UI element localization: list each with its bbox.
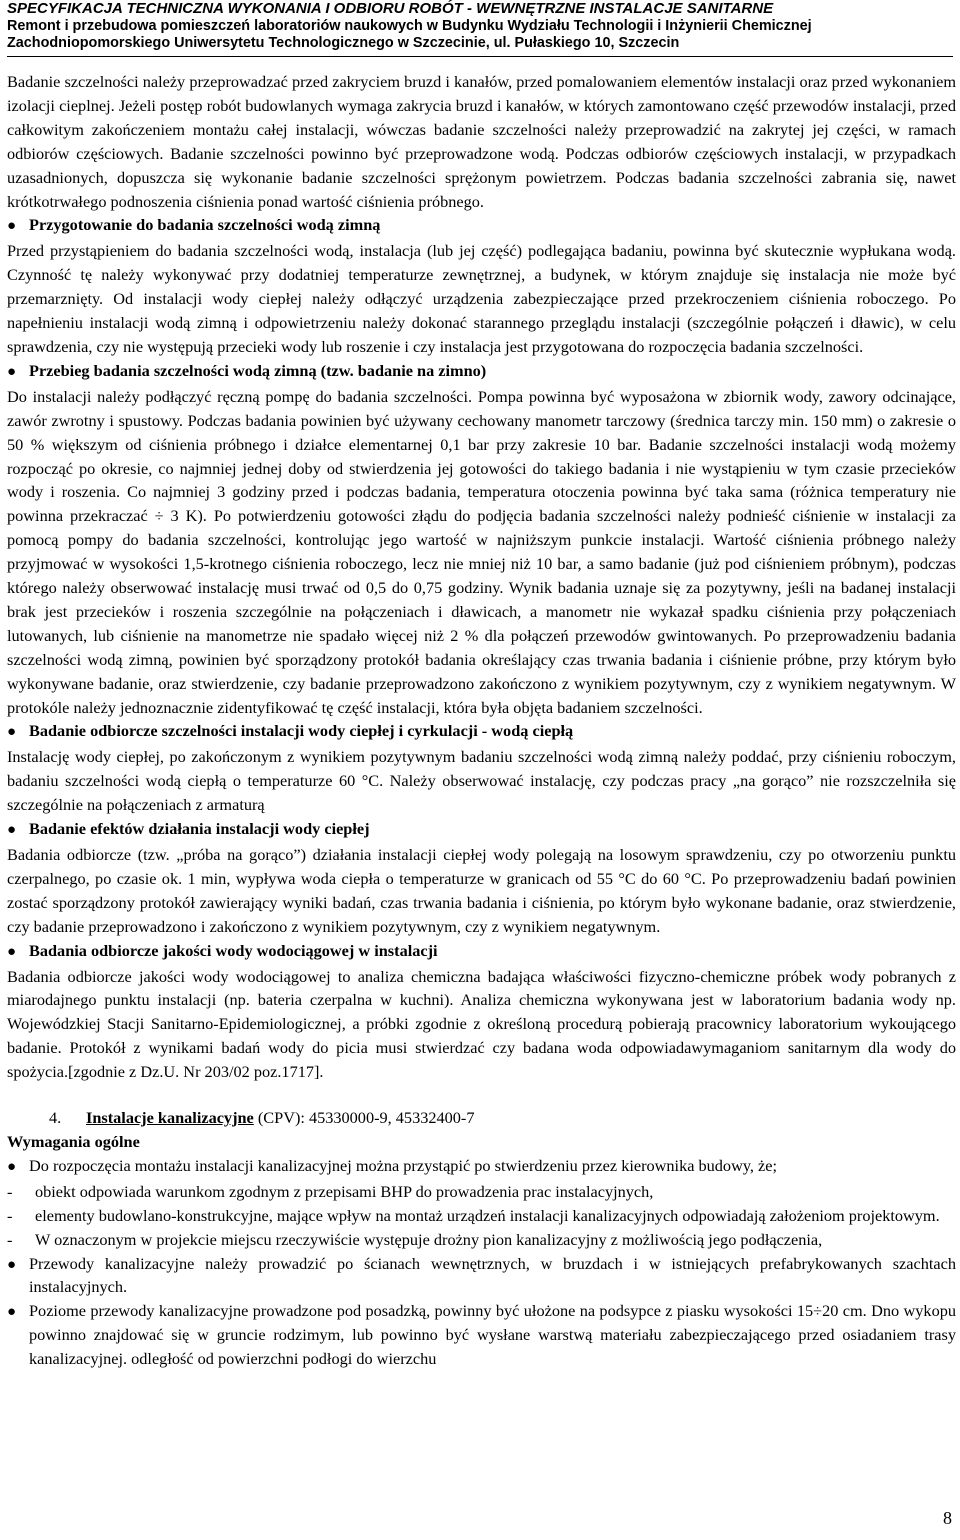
bullet-heading-hot-test bbox=[7, 719, 956, 745]
page-number: 8 bbox=[943, 1508, 952, 1528]
bullet-icon: ● bbox=[7, 218, 17, 235]
bullet-heading-cold-test bbox=[7, 359, 956, 385]
paragraph-hot-test: Instalację wody ciepłej, po zakończonym z wynikiem pozytywnym badaniu szczelności wodą zimną należy poddać, przy ciśnieniu roboczym, badaniu szczelności wodą ciepłą o temperaturze 60 °C. Należy obserwować instalację, czy podczas pracy „na gorąco” nie rozszczelniła się szczególnie na połączeniach z armaturą bbox=[7, 747, 956, 815]
paragraph-preparation: Przed przystąpieniem do badania szczelności wodą, instalacja (lub jej część) podlegająca badaniu, powinna być skutecznie wypłukana wodą. Czynność tę należy wykonywać przy dodatniej temperaturze zewnętrznej, a budynek, w którym znajduje się instalacja nie może być przemarznięty. Od instalacji wody ciepłej należy odłączyć urządzenia zabezpieczające przed przekroczeniem ciśnienia roboczego. Po napełnieniu instalacji wodą zimną i odpowietrzeniu należy dokonać starannego przeglądu instalacji (szczególnie połączeń i dławic), w celu sprawdzenia, czy nie występują przecieki wody lub roszenie i czy instalacja jest przygotowana do rozpoczęcia badania szczelności. bbox=[7, 241, 956, 356]
header-title: SPECYFIKACJA TECHNICZNA WYKONANIA I ODBIORU ROBÓT - WEWNĘTRZNE INSTALACJE SANITARNE bbox=[7, 0, 774, 17]
bullet-icon: ● bbox=[7, 1158, 17, 1175]
heading-cold-test: Przebieg badania szczelności wodą zimną (tzw. badanie na zimno) bbox=[29, 360, 487, 380]
section-codes: (CPV): 45330000-9, 45332400-7 bbox=[253, 1108, 475, 1128]
requirements-intro bbox=[7, 1154, 956, 1180]
heading-preparation: Przygotowanie do badania szczelności wodą zimną bbox=[29, 215, 381, 235]
dash-marker: - bbox=[7, 1205, 13, 1225]
bullet-icon: ● bbox=[7, 822, 17, 839]
header-project: Remont i przebudowa pomieszczeń laboratoriów naukowych w Budynku Wydziału Technologii i Inżynierii Chemicznej bbox=[7, 17, 812, 34]
requirement-item bbox=[7, 1204, 956, 1228]
page-content bbox=[7, 70, 956, 1371]
requirements-heading: Wymagania ogólne bbox=[7, 1131, 140, 1151]
bullet-icon: ● bbox=[7, 724, 17, 741]
section-heading bbox=[7, 1106, 956, 1130]
paragraph-cold-test: Do instalacji należy podłączyć ręczną pompę do badania szczelności. Pompa powinna być wyposażona w zbiornik wody, zawory odcinające, zawór zwrotny i spustowy. Podczas badania powinien być używany cechowany manometr tarczowy (średnica tarczy min. 150 mm) o zakresie o 50 % większym od ciśnienia próbnego i działce elementarnej 0,1 bar przy zakresie 10 bar. Badanie szczelności instalacji wodą możemy rozpocząć po okresie, co najmniej jednej doby od stwierdzenia jej gotowości do takiego badania i nie wystąpieniu w tym czasie przecieków wody i roszenia. Co najmniej 3 godziny przed i podczas badania, temperatura otoczenia powinna być taka sama (różnica temperatury nie powinna przekraczać ÷ 3 K). Po potwierdzeniu gotowości złądu do podjęcia badania szczelności należy podnieść ciśnienie w instalacji za pomocą pompy do badania szczelności, kontrolując jego wartość w najniższym punkcie instalacji. Wartość ciśnienia próbnego należy przyjmować w wysokości 1,5-krotnego ciśnienia roboczego, lecz nie mniej niż 10 bar, a samo badanie (już pod ciśnieniem próbnym), podczas którego należy obserwować instalację musi trwać od 0,5 do 0,75 godziny. Wynik badania uznaje się za pozytywny, jeśli na badanej instalacji brak jest przecieków i roszenia szczególnie na połączeniach i dławicach, a manometr nie wykazał spadku ciśnienia przy połączeniach lutowanych, lub ciśnienie na manometrze nie spadało więcej niż 2 % dla połączeń przewodów gwintowanych. Po przeprowadzeniu badania szczelności wodą zimną, powinien być sporządzony protokół badania określający czas trwania badania i ciśnienie próbne, przy którym było wykonywane badanie, oraz stwierdzenie, czy badanie przeprowadzono zakończono z wynikiem pozytywnym, czy z wynikiem negatywnym. W protokóle należy jednoznacznie zidentyfikować tę część instalacji, która była objęta badaniem szczelności. bbox=[7, 386, 956, 717]
bullet-paragraph bbox=[7, 1252, 956, 1300]
header-location: Zachodniopomorskiego Uniwersytetu Technologicznego w Szczecinie, ul. Pułaskiego 10, Szczecin bbox=[7, 35, 680, 51]
paragraph-hot-effects: Badania odbiorcze (tzw. „próba na gorąco”) działania instalacji ciepłej wody polegają na losowym sprawdzeniu, czy po otworzeniu punktu czerpalnego, po czasie ok. 1 min, wypływa woda ciepła o temperaturze w granicach od 55 °C do 60 °C. Po przeprowadzeniu badań powinien zostać sporządzony protokół zawierający wyniki badań, czas trwania badania i ciśnienia, po którym było wykonane badanie, oraz stwierdzenie, czy badanie przeprowadzono i zakończono z wynikiem pozytywnym, czy z wynikiem negatywnym. bbox=[7, 845, 956, 936]
requirement-text: elementy budowlano-konstrukcyjne, mające wpływ na montaż urządzeń instalacji kanalizacyjnych odpowiadają założeniom projektowym. bbox=[35, 1205, 940, 1225]
bullet-icon: ● bbox=[7, 363, 17, 380]
document-header bbox=[7, 0, 953, 57]
requirement-item bbox=[7, 1228, 956, 1252]
requirement-item bbox=[7, 1180, 956, 1204]
bullet-heading-water-quality bbox=[7, 939, 956, 965]
bullet-text: Poziome przewody kanalizacyjne prowadzone pod posadzką, powinny być ułożone na podsypce z piasku wysokości 15÷20 cm. Dno wykopu powinno znajdować się w gruncie rodzimym, lub powinno być wysłane warstwą materiału zabezpieczającego przed osiadaniem trasy kanalizacyjnej. odległość od powierzchni podłogi do wierzchu bbox=[29, 1301, 956, 1369]
requirement-text: W oznaczonym w projekcie miejscu rzeczywiście występuje drożny pion kanalizacyjny z możliwością jego podłączenia, bbox=[35, 1229, 823, 1249]
bullet-heading-hot-effects bbox=[7, 817, 956, 843]
heading-hot-test: Badanie odbiorcze szczelności instalacji wody ciepłej i cyrkulacji - wodą ciepłą bbox=[29, 721, 574, 741]
bullet-text: Przewody kanalizacyjne należy prowadzić po ścianach wewnętrznych, w bruzdach i w istniejących prefabrykowanych szachtach instalacyjnych. bbox=[29, 1253, 956, 1297]
bullet-heading-preparation bbox=[7, 213, 956, 239]
heading-hot-effects: Badanie efektów działania instalacji wody ciepłej bbox=[29, 819, 370, 839]
bullet-icon: ● bbox=[7, 1304, 17, 1321]
requirements-intro-text: Do rozpoczęcia montażu instalacji kanalizacyjnej można przystąpić po stwierdzeniu przez kierownika budowy, że; bbox=[29, 1155, 778, 1175]
requirement-text: obiekt odpowiada warunkom zgodnym z przepisami BHP do prowadzenia prac instalacyjnych, bbox=[35, 1181, 654, 1201]
bullet-icon: ● bbox=[7, 1256, 17, 1273]
heading-water-quality: Badania odbiorcze jakości wody wodociągowej w instalacji bbox=[29, 940, 438, 960]
paragraph-water-quality: Badania odbiorcze jakości wody wodociągowej to analiza chemiczna badająca właściwości fizyczno-chemiczne próbek wody pobranych z miarodajnego punktu instalacji (np. bateria czerpalna w kuchni). Analiza chemiczna wykonywana jest w laboratorium badania wody np. Wojewódzkiej Stacji Sanitarno-Epidemiologicznej, a próbki zgodnie z określoną procedurą pobierają pracownicy laboratorium wykoującego badanie. Protokół z wynikami badań wody do picia musi stwierdzać czy badana woda odpowiadawymaganiom sanitarnym dla wody do spożycia.[zgodnie z Dz.U. Nr 203/02 poz.1717]. bbox=[7, 966, 956, 1082]
dash-marker: - bbox=[7, 1181, 13, 1201]
section-title: Instalacje kanalizacyjne bbox=[86, 1108, 254, 1128]
dash-marker: - bbox=[7, 1229, 13, 1249]
bullet-icon: ● bbox=[7, 943, 17, 960]
section-number: 4. bbox=[49, 1108, 62, 1128]
bullet-paragraph bbox=[7, 1299, 956, 1371]
paragraph-intro: Badanie szczelności należy przeprowadzać przed zakryciem bruzd i kanałów, przed pomalowaniem elementów instalacji oraz przed wykonaniem izolacji cieplnej. Jeżeli postęp robót budowlanych wymaga zakrycia bruzd i kanałów, w których zamontowano część przewodów instalacji, przed całkowitym zakończeniem montażu całej instalacji, wówczas badanie szczelności należy przeprowadzić na zakrytej jej części, w ramach odbiorów częściowych. Badanie szczelności powinno być przeprowadzone wodą. Podczas odbiorów częściowych instalacji, w przypadkach uzasadnionych, dopuszcza się wykonanie badanie szczelności sprężonym powietrzem. Podczas badania szczelności zabrania się, nawet krótkotrwałego podnoszenia ciśnienia ponad wartość ciśnienia próbnego. bbox=[7, 72, 956, 211]
